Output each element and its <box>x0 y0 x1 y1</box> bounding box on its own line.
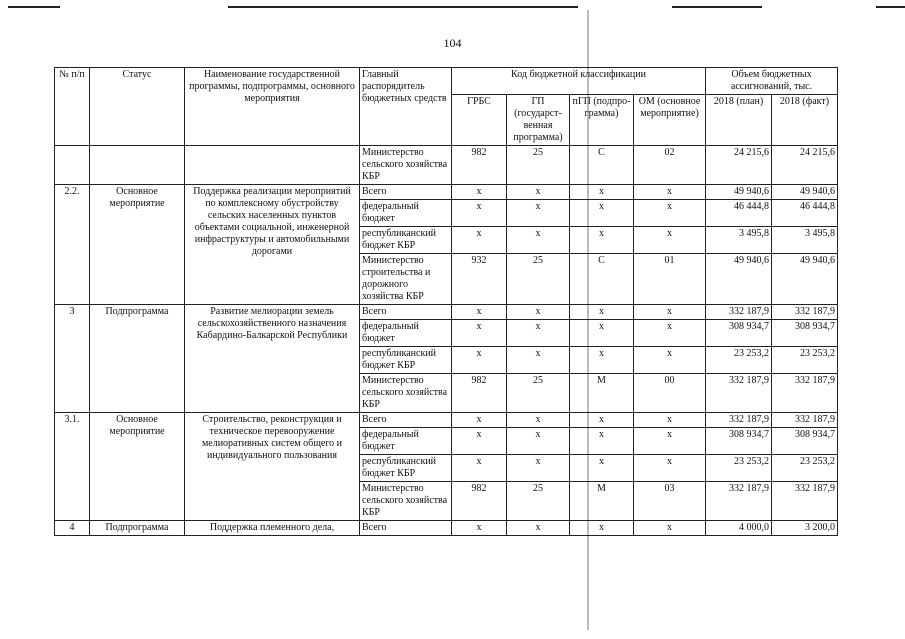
plan-cell: 23 253,2 <box>706 347 772 374</box>
pgp-cell: С <box>570 254 634 305</box>
grbs-cell: x <box>452 413 507 428</box>
grbs-cell: x <box>452 185 507 200</box>
fact-cell: 23 253,2 <box>772 455 838 482</box>
scan-line <box>672 6 762 8</box>
om-cell: x <box>634 413 706 428</box>
gp-cell: x <box>507 521 570 536</box>
header-fact: 2018 (факт) <box>772 95 838 146</box>
fact-cell: 49 940,6 <box>772 254 838 305</box>
pgp-cell: x <box>570 428 634 455</box>
header-grbs: ГРБС <box>452 95 507 146</box>
plan-cell: 23 253,2 <box>706 455 772 482</box>
gp-cell: 25 <box>507 254 570 305</box>
gp-cell: x <box>507 305 570 320</box>
gp-cell: x <box>507 227 570 254</box>
distributor-cell: Министерство сельского хозяйства КБР <box>360 482 452 521</box>
distributor-cell: Всего <box>360 305 452 320</box>
om-cell: x <box>634 428 706 455</box>
grbs-cell: x <box>452 455 507 482</box>
row-number <box>55 146 90 185</box>
grbs-cell: x <box>452 200 507 227</box>
pgp-cell: x <box>570 320 634 347</box>
grbs-cell: x <box>452 428 507 455</box>
plan-cell: 332 187,9 <box>706 413 772 428</box>
table-body <box>55 146 838 536</box>
row-status <box>90 146 185 185</box>
distributor-cell: федеральный бюджет <box>360 200 452 227</box>
fact-cell: 49 940,6 <box>772 185 838 200</box>
gp-cell: x <box>507 455 570 482</box>
om-cell: 02 <box>634 146 706 185</box>
fact-cell: 332 187,9 <box>772 482 838 521</box>
grbs-cell: x <box>452 227 507 254</box>
om-cell: x <box>634 200 706 227</box>
pgp-cell: x <box>570 305 634 320</box>
plan-cell: 332 187,9 <box>706 305 772 320</box>
distributor-cell: федеральный бюджет <box>360 428 452 455</box>
row-name <box>185 146 360 185</box>
scan-line <box>876 6 905 8</box>
om-cell: x <box>634 227 706 254</box>
fact-cell: 3 495,8 <box>772 227 838 254</box>
page-number: 104 <box>443 36 462 50</box>
scan-line <box>228 6 578 8</box>
gp-cell: x <box>507 428 570 455</box>
plan-cell: 308 934,7 <box>706 428 772 455</box>
fact-cell: 3 200,0 <box>772 521 838 536</box>
table-row <box>55 413 838 428</box>
plan-cell: 3 495,8 <box>706 227 772 254</box>
grbs-cell: 982 <box>452 146 507 185</box>
row-name: Развитие мелиорации земель сельскохозяйственного назначения Кабардино-Балкарской Республики <box>185 305 360 413</box>
distributor-cell: Министерство сельского хозяйства КБР <box>360 374 452 413</box>
fact-cell: 332 187,9 <box>772 374 838 413</box>
pgp-cell: С <box>570 146 634 185</box>
fact-cell: 46 444,8 <box>772 200 838 227</box>
distributor-cell: республиканский бюджет КБР <box>360 455 452 482</box>
row-number: 3 <box>55 305 90 413</box>
pgp-cell: x <box>570 521 634 536</box>
pgp-cell: x <box>570 185 634 200</box>
gp-cell: x <box>507 185 570 200</box>
gp-cell: 25 <box>507 374 570 413</box>
header-gp: ГП (государст-венная программа) <box>507 95 570 146</box>
gp-cell: x <box>507 200 570 227</box>
pgp-cell: x <box>570 227 634 254</box>
gp-cell: 25 <box>507 146 570 185</box>
fact-cell: 24 215,6 <box>772 146 838 185</box>
pgp-cell: М <box>570 374 634 413</box>
row-name: Поддержка реализации мероприятий по комплексному обустройству сельских населенных пунктов объектами социальной, инженерной инфраструктуры и автомобильными дорогами <box>185 185 360 305</box>
budget-table <box>54 67 838 536</box>
grbs-cell: x <box>452 305 507 320</box>
om-cell: x <box>634 320 706 347</box>
header-status: Статус <box>90 68 185 146</box>
fact-cell: 332 187,9 <box>772 413 838 428</box>
om-cell: 01 <box>634 254 706 305</box>
row-number: 4 <box>55 521 90 536</box>
om-cell: x <box>634 521 706 536</box>
pgp-cell: x <box>570 200 634 227</box>
row-number: 2.2. <box>55 185 90 305</box>
plan-cell: 332 187,9 <box>706 374 772 413</box>
plan-cell: 49 940,6 <box>706 185 772 200</box>
row-status: Подпрограмма <box>90 521 185 536</box>
row-status: Основное мероприятие <box>90 413 185 521</box>
distributor-cell: Всего <box>360 185 452 200</box>
table-row <box>55 305 838 320</box>
table-header-row <box>55 68 838 95</box>
fact-cell: 308 934,7 <box>772 428 838 455</box>
pgp-cell: x <box>570 347 634 374</box>
distributor-cell: республиканский бюджет КБР <box>360 347 452 374</box>
fact-cell: 23 253,2 <box>772 347 838 374</box>
header-num: № п/п <box>55 68 90 146</box>
grbs-cell: x <box>452 320 507 347</box>
gp-cell: 25 <box>507 482 570 521</box>
pgp-cell: x <box>570 413 634 428</box>
gp-cell: x <box>507 347 570 374</box>
om-cell: x <box>634 455 706 482</box>
om-cell: 03 <box>634 482 706 521</box>
header-kbk: Код бюджетной классификации <box>452 68 706 95</box>
header-plan: 2018 (план) <box>706 95 772 146</box>
row-name: Поддержка племенного дела, <box>185 521 360 536</box>
pgp-cell: x <box>570 455 634 482</box>
om-cell: x <box>634 185 706 200</box>
header-distributor: Главный распорядитель бюджетных средств <box>360 68 452 146</box>
grbs-cell: x <box>452 347 507 374</box>
distributor-cell: Министерство строительства и дорожного хозяйства КБР <box>360 254 452 305</box>
fact-cell: 308 934,7 <box>772 320 838 347</box>
grbs-cell: 932 <box>452 254 507 305</box>
header-pgp: пГП (подпро-грамма) <box>570 95 634 146</box>
grbs-cell: x <box>452 521 507 536</box>
plan-cell: 24 215,6 <box>706 146 772 185</box>
header-om: ОМ (основное мероприятие) <box>634 95 706 146</box>
distributor-cell: Министерство сельского хозяйства КБР <box>360 146 452 185</box>
row-number: 3.1. <box>55 413 90 521</box>
grbs-cell: 982 <box>452 482 507 521</box>
row-status: Подпрограмма <box>90 305 185 413</box>
pgp-cell: М <box>570 482 634 521</box>
om-cell: x <box>634 347 706 374</box>
plan-cell: 332 187,9 <box>706 482 772 521</box>
distributor-cell: республиканский бюджет КБР <box>360 227 452 254</box>
table-row <box>55 521 838 536</box>
scan-line <box>8 6 60 8</box>
distributor-cell: Всего <box>360 413 452 428</box>
distributor-cell: Всего <box>360 521 452 536</box>
om-cell: 00 <box>634 374 706 413</box>
row-status: Основное мероприятие <box>90 185 185 305</box>
header-volume: Объем бюджетных ассигнований, тыс. <box>706 68 838 95</box>
table-row <box>55 146 838 185</box>
gp-cell: x <box>507 320 570 347</box>
om-cell: x <box>634 305 706 320</box>
plan-cell: 46 444,8 <box>706 200 772 227</box>
header-name: Наименование государственной программы, подпрограммы, основного мероприятия <box>185 68 360 146</box>
fact-cell: 332 187,9 <box>772 305 838 320</box>
gp-cell: x <box>507 413 570 428</box>
table-row <box>55 185 838 200</box>
plan-cell: 308 934,7 <box>706 320 772 347</box>
distributor-cell: федеральный бюджет <box>360 320 452 347</box>
row-name: Строительство, реконструкция и техническое перевооружение мелиоративных систем общего и индивидуального пользования <box>185 413 360 521</box>
plan-cell: 49 940,6 <box>706 254 772 305</box>
grbs-cell: 982 <box>452 374 507 413</box>
plan-cell: 4 000,0 <box>706 521 772 536</box>
